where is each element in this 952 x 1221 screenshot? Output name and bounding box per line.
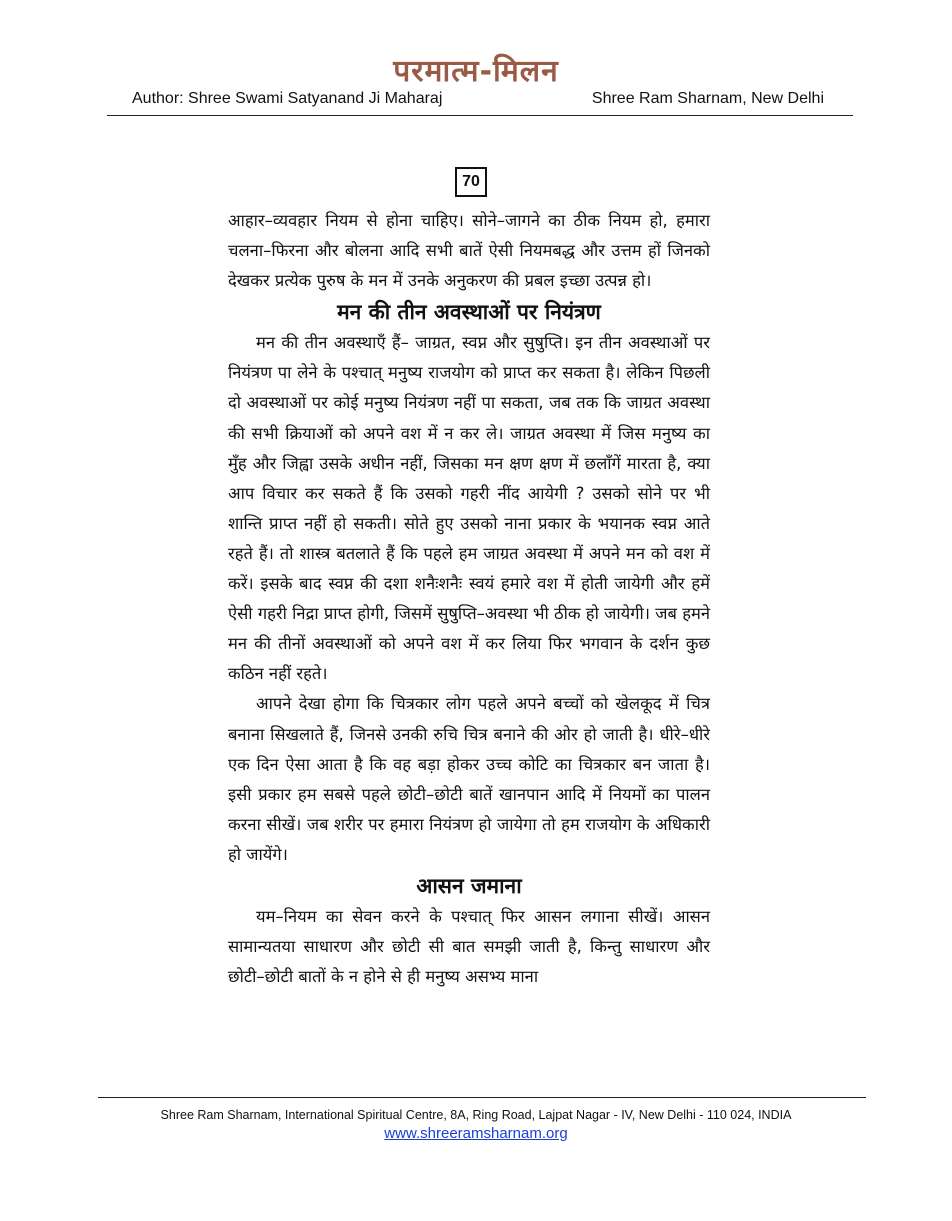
page-number: 70 — [455, 167, 487, 197]
book-title: परमात्म-मिलन — [393, 54, 559, 89]
paragraph-3: आपने देखा होगा कि चित्रकार लोग पहले अपने बच्चों को खेलकूद में चित्र बनाना सिखलाते हैं, जिनसे उनकी रुचि चित्र बनाने की ओर हो जाती है। धीरे–धीरे एक दिन ऐसा आता है कि वह बड़ा होकर उच्च कोटि का चित्रकार बन जाता है। इसी प्रकार हम सबसे पहले छोटी–छोटी बातें खानपान आदि में नियमों का पालन करना सीखें। जब शरीर पर हमारा नियंत्रण हो जायेगा तो हम राजयोग के अधिकारी हो जायेंगे। — [228, 694, 710, 864]
author-line: Author: Shree Swami Satyanand Ji Maharaj — [132, 90, 443, 107]
publisher-line: Shree Ram Sharnam, New Delhi — [591, 90, 824, 107]
footer-address: Shree Ram Sharnam, International Spiritual Centre, 8A, Ring Road, Lajpat Nagar - IV, New Delhi - 110 024, INDIA — [160, 1108, 792, 1122]
footer-divider — [98, 1097, 866, 1098]
paragraph-1: आहार–व्यवहार नियम से होना चाहिए। सोने–जागने का ठीक नियम हो, हमारा चलना–फिरना और बोलना आदि सभी बातें ऐसी नियमबद्ध और उत्तम हों जिनको देखकर प्रत्येक पुरुष के मन में उनके अनुकरण की प्रबल इच्छा उत्पन्न हो। — [228, 211, 710, 291]
header-divider — [107, 115, 853, 116]
page-body — [228, 206, 710, 992]
paragraph-2: मन की तीन अवस्थाएँ हैं– जाग्रत, स्वप्न और सुषुप्ति। इन तीन अवस्थाओं पर नियंत्रण पा लेने के पश्चात् मनुष्य राजयोग को प्राप्त कर सकता है। लेकिन पिछली दो अवस्थाओं पर कोई मनुष्य नियंत्रण नहीं पा सकता, जब तक कि जाग्रत अवस्था की सभी क्रियाओं को अपने वश में न कर ले। जाग्रत अवस्था में जिस मनुष्य का मुँह और जिह्वा उसके अधीन नहीं, जिसका मन क्षण क्षण में छलाँगें मारता है, क्या आप विचार कर सकते हैं कि उसको गहरी नींद आयेगी ? उसको सोने पर भी शान्ति प्राप्त नहीं हो सकती। सोते हुए उसको नाना प्रकार के भयानक स्वप्न आते रहते हैं। तो शास्त्र बतलाते हैं कि पहले हम जाग्रत अवस्था में अपने मन को वश में करें। इसके बाद स्वप्न की दशा शनैःशनैः स्वयं हमारे वश में होती जायेगी और हमें ऐसी गहरी निद्रा प्राप्त होगी, जिसमें सुषुप्ति–अवस्था भी ठीक हो जायेगी। जब हमने मन की तीनों अवस्थाओं को अपने वश में कर लिया फिर भगवान के दर्शन कुछ कठिन नहीं रहते। — [228, 333, 710, 684]
footer-website-link[interactable]: www.shreeramsharnam.org — [384, 1125, 568, 1142]
section-heading-mind-states: मन की तीन अवस्थाओं पर नियंत्रण — [337, 300, 601, 325]
section-heading-asana: आसन जमाना — [416, 873, 522, 898]
paragraph-4: यम–नियम का सेवन करने के पश्चात् फिर आसन लगाना सीखें। आसन सामान्यतया साधारण और छोटी सी बात समझी जाती है, किन्तु साधारण और छोटी–छोटी बातों के न होने से ही मनुष्य असभ्य माना — [228, 906, 710, 987]
